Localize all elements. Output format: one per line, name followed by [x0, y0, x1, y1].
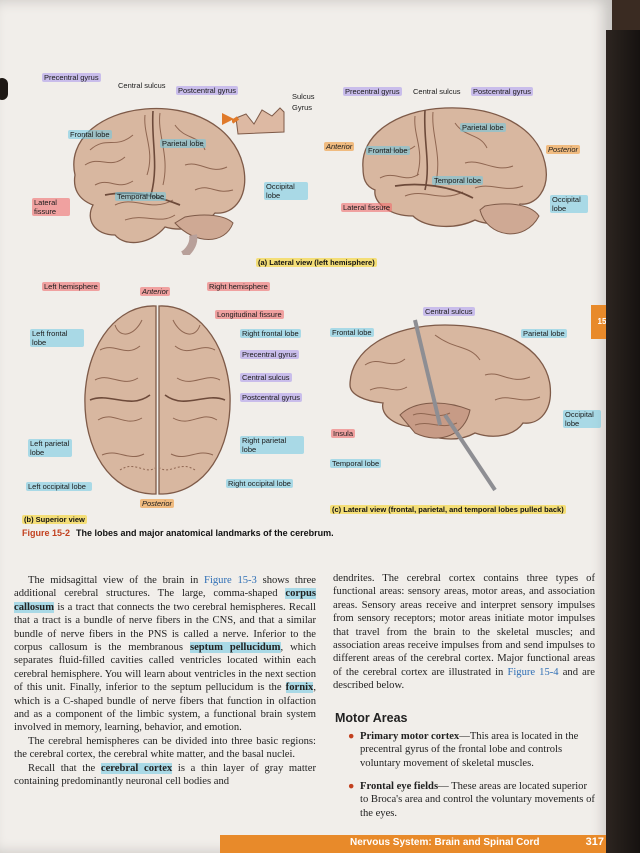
body-text-right-column	[333, 572, 595, 693]
term: corpus callosum	[14, 588, 316, 613]
label-central-sulcus-a2: Central sulcus	[413, 87, 461, 96]
label-postcentral-gyrus-a2: Postcentral gyrus	[473, 87, 531, 96]
label-insula: Insula	[333, 429, 354, 438]
paragraph: Recall that the cerebral cortex is a thin layer of gray matter containing predominantly neuronal cell bodies and	[14, 762, 316, 788]
label-lateral-fissure-a2: Lateral fissure	[343, 203, 391, 212]
label-posterior-b: Posterior	[142, 499, 173, 508]
label-right-frontal-lobe: Right frontal lobe	[242, 329, 299, 338]
label-right-hemisphere: Right hemisphere	[209, 282, 268, 291]
label-occipital-lobe-a: Occipital lobe	[264, 182, 308, 200]
figure-caption	[22, 528, 334, 538]
label-parietal-lobe-c: Parietal lobe	[523, 329, 565, 338]
page-number: 317	[585, 836, 604, 848]
label-temporal-lobe-c: Temporal lobe	[332, 459, 380, 468]
label-anterior-a2: Anterior	[326, 142, 353, 151]
label-postcentral-gyrus-a: Postcentral gyrus	[178, 86, 236, 95]
bullet-term: Frontal eye fields	[360, 781, 439, 792]
caption-view-a: (a) Lateral view (left hemisphere)	[258, 258, 375, 267]
label-central-sulcus-a: Central sulcus	[118, 81, 166, 90]
label-occipital-lobe-c: Occipital lobe	[563, 410, 601, 428]
label-postcentral-gyrus-b: Postcentral gyrus	[242, 393, 300, 402]
label-lateral-fissure-a: Lateral fissure	[32, 198, 70, 216]
label-occipital-lobe-a2: Occipital lobe	[550, 195, 588, 213]
bullet-item: ● Frontal eye fields— These areas are located superior to Broca's area and control the voluntary movements of the eyes.	[348, 781, 595, 819]
figure-number: Figure 15-2	[22, 528, 71, 538]
label-temporal-lobe-a2: Temporal lobe	[434, 176, 482, 185]
label-precentral-gyrus-a: Precentral gyrus	[44, 73, 99, 82]
label-left-occipital-lobe: Left occipital lobe	[26, 482, 92, 491]
label-central-sulcus-c: Central sulcus	[425, 307, 473, 316]
term: fornix	[285, 682, 314, 694]
label-sulcus: Sulcus	[292, 92, 315, 101]
label-parietal-lobe-a: Parietal lobe	[162, 139, 204, 148]
page-footer	[220, 835, 612, 853]
running-head: Nervous System: Brain and Spinal Cord	[350, 837, 540, 848]
label-longitudinal-fissure: Longitudinal fissure	[217, 310, 282, 319]
chapter-tab: 15	[591, 305, 613, 339]
lobes-pulled-back-illustration	[345, 315, 560, 495]
caption-view-b: (b) Superior view	[24, 515, 85, 524]
label-central-sulcus-b: Central sulcus	[242, 373, 290, 382]
label-precentral-gyrus-b: Precentral gyrus	[242, 350, 297, 359]
bullet-item: ● Primary motor cortex—This area is located in the precentral gyrus of the frontal lobe and controls voluntary movement of skeletal muscles.	[348, 731, 579, 769]
label-gyrus: Gyrus	[292, 103, 313, 112]
binder-spine	[606, 30, 640, 853]
label-anterior-b: Anterior	[142, 287, 169, 296]
label-precentral-gyrus-a2: Precentral gyrus	[345, 87, 400, 96]
label-right-parietal-lobe: Right parietal lobe	[240, 436, 304, 454]
label-left-parietal-lobe: Left parietal lobe	[28, 439, 72, 457]
label-left-frontal-lobe: Left frontal lobe	[30, 329, 84, 347]
arrow-icon	[222, 113, 234, 125]
paragraph: The cerebral hemispheres can be divided into three basic regions: the cerebral cortex, the cerebral white matter, and the basal nuclei.	[14, 735, 316, 761]
figure-title: The lobes and major anatomical landmarks of the cerebrum.	[76, 528, 334, 538]
figure-link[interactable]: Figure 15-4	[507, 666, 559, 678]
figure-link[interactable]: Figure 15-3	[204, 575, 257, 586]
label-posterior-a2: Posterior	[548, 145, 579, 154]
label-right-occipital-lobe: Right occipital lobe	[228, 479, 291, 488]
label-temporal-lobe-a: Temporal lobe	[117, 192, 165, 201]
paragraph: dendrites. The cerebral cortex contains three types of functional areas: sensory areas, motor areas, and association areas. Sensory areas receive and interpret sensory impulses from sensory receptors; motor areas initiate motor impulses that travel from the brain to the skeletal muscles; and association areas receive impulses from and send impulses to different areas of the cerebral cortex. Major functional areas of the cerebral cortex are illustrated in Figure 15-4 and are described below.	[333, 573, 595, 692]
section-heading: Motor Areas	[335, 711, 408, 725]
label-parietal-lobe-a2: Parietal lobe	[462, 123, 504, 132]
body-text-left-column	[14, 574, 316, 789]
superior-brain-illustration	[80, 300, 235, 500]
label-frontal-lobe-a: Frontal lobe	[70, 130, 110, 139]
binder-hole	[0, 78, 8, 100]
bullet-icon: ●	[348, 781, 355, 792]
paragraph: The midsagittal view of the brain in Figure 15-3 shows three additional cerebral structures. The large, comma-shaped corpus callosum is a tract that connects the two cerebral hemispheres. Recall that a tract is a bundle of nerve fibers in the CNS, and that a similar bundle of nerve fibers in the PNS is called a nerve. Inferior to the corpus callosum is the membranous septum pellucidum, which separates fluid-filled cavities called ventricles located within each cerebral hemisphere. You will learn about ventricles in the next section of this unit. Finally, inferior to the septum pellucidum is the fornix, which is a C-shaped bundle of nerve fibers that function in olfaction and as a component of the limbic system, a functional brain system involved in memory, learning, behavior, and emotion.	[14, 575, 317, 734]
term: septum pellucidum	[189, 642, 281, 654]
bullet-icon: ●	[348, 731, 355, 742]
caption-view-c: (c) Lateral view (frontal, parietal, and temporal lobes pulled back)	[332, 505, 564, 514]
term: cerebral cortex	[100, 762, 173, 774]
label-frontal-lobe-c: Frontal lobe	[332, 328, 372, 337]
label-frontal-lobe-a2: Frontal lobe	[368, 146, 408, 155]
sulcus-gyrus-inset	[232, 102, 292, 136]
bullet-term: Primary motor cortex	[360, 731, 460, 742]
label-left-hemisphere: Left hemisphere	[44, 282, 98, 291]
lateral-brain-right-illustration	[355, 98, 555, 243]
